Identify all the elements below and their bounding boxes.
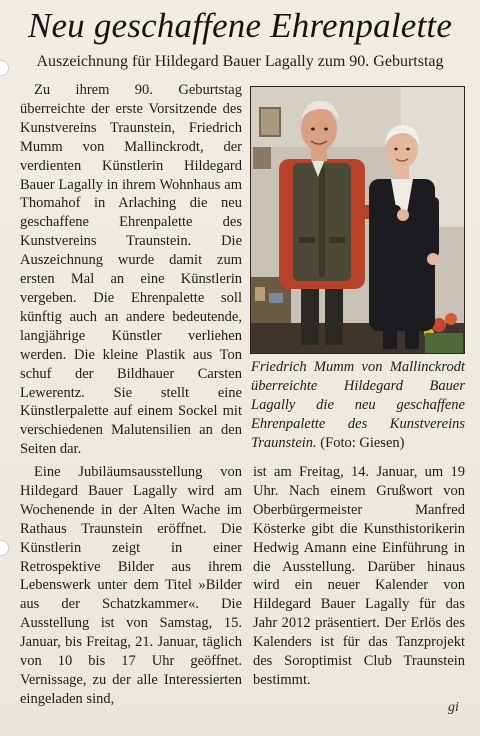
caption-text: Friedrich Mumm von Mallinckrodt überreichte Hildegard Bauer Lagally die neu geschaffene Ehrenpalette des Kunstvereins Traunstein. — [251, 359, 465, 451]
punch-hole — [0, 540, 9, 556]
article-paragraph: ist am Freitag, 14. Januar, um 19 Uhr. Nach einem Grußwort von Oberbürgermeister Manfred Kösterke gibt die Kunsthistorikerin Hedwig Amann eine Einführung in die Ausstellung. Darüber hinaus wird ein neuer Kalender von Hildegard Bauer Lagally für das Jahr 2012 präsentiert. Der Erlös des Kalenders ist für das Tanzprojekt des Soroptimist Club Traunstein bestimmt. — [253, 464, 465, 688]
subheadline: Auszeichnung für Hildegard Bauer Lagally zum 90. Geburtstag — [36, 53, 444, 70]
article-column-left-top — [20, 81, 242, 459]
photo-caption — [251, 358, 465, 453]
headline: Neu geschaffene Ehrenpalette — [27, 6, 453, 45]
article-column-left-bottom — [20, 463, 242, 709]
photo-illustration — [251, 87, 465, 354]
article-column-right-bottom — [253, 463, 465, 690]
article-paragraph: Eine Jubiläumsausstellung von Hildegard Bauer Lagally wird am Wochenende in der Alten Wache im Rathaus Traunstein eröffnet. Die Künstlerin zeigt in einer Retrospektive Bilder aus ihrem Lebenswerk unter dem Titel »Bilder aus der Schatzkammer«. Die Ausstellung ist von Samstag, 15. Januar, bis Freitag, 21. Januar, täglich von 10 bis 17 Uhr geöffnet. Vernissage, zu der alle Interessierten eingeladen sind, — [20, 464, 242, 707]
article-photo — [250, 86, 465, 354]
photo-credit: (Foto: Giesen) — [320, 434, 405, 451]
author-initials-fragment: gi — [448, 700, 459, 715]
article-paragraph: Zu ihrem 90. Geburtstag überreichte der erste Vorsitzende des Kunstvereins Traunstein, Friedrich Mumm von Mallinckrodt, der verdienten Künstlerin Hildegard Bauer Lagally in ihrem Wohnhaus am Thomahof in Arlaching die neu geschaffene Ehrenpalette des Kunstvereins Traunstein. Die Auszeichnung wurde damit zum ersten Mal an eine Künstlerin vergeben. Die Ehrenpalette soll künftig auch an andere bedeutende, langjährige Künstler verliehen werden. Die kleine Plastik aus Ton schuf der Bildhauer Carsten Lewerentz. Sie stellt eine Künstlerpalette auf einem Sockel mit verschiedenen Malutensilien an den Seiten dar. — [20, 82, 242, 458]
